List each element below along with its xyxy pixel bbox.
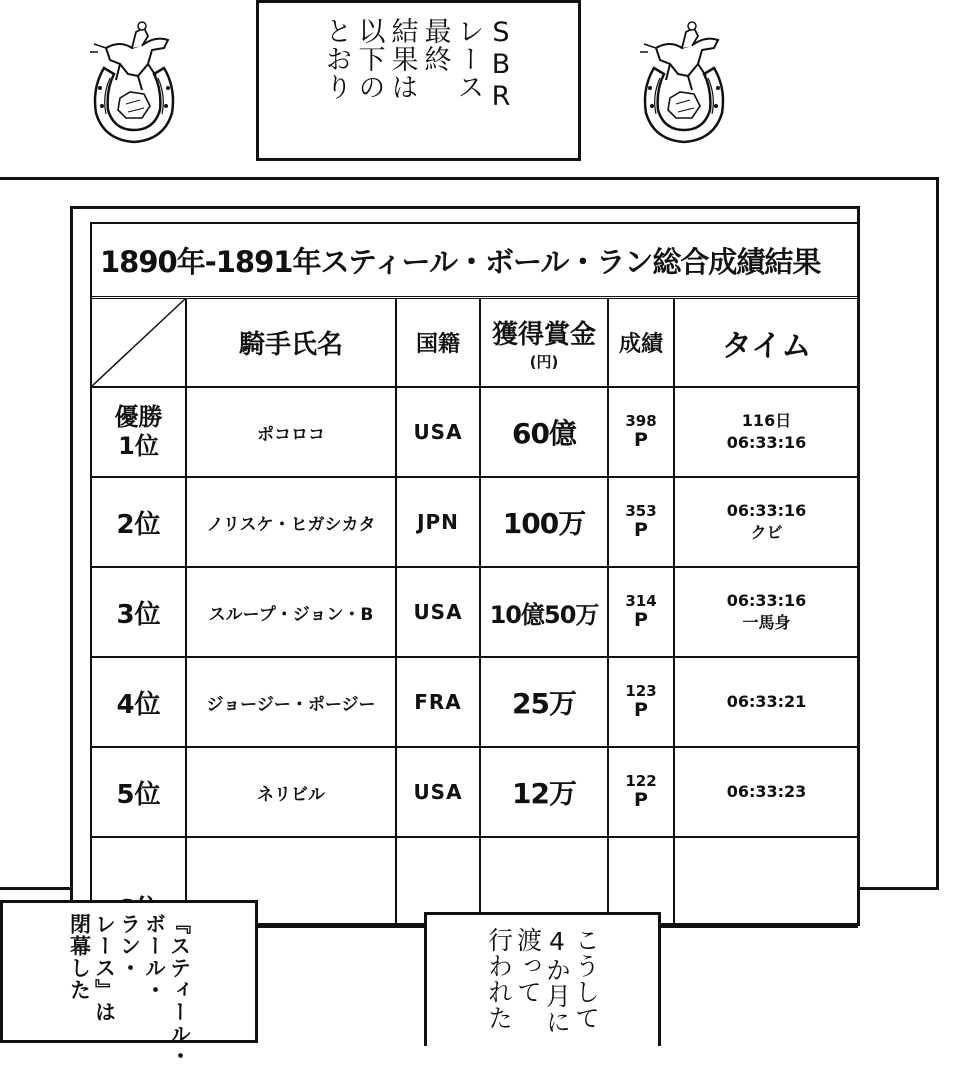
points-unit: P bbox=[634, 518, 648, 541]
caption-line: 『スティール・ bbox=[167, 913, 192, 1067]
table-row bbox=[92, 747, 858, 837]
rider-name: スループ・ジョン・B bbox=[186, 567, 396, 657]
points: 398 bbox=[625, 412, 657, 431]
rank-label: 1位 bbox=[118, 432, 159, 460]
time-cell bbox=[674, 657, 858, 747]
points-unit: P bbox=[634, 608, 648, 631]
points-unit: P bbox=[634, 788, 648, 811]
time-line-1: 06:33:23 bbox=[726, 782, 807, 802]
points: 123 bbox=[625, 682, 657, 701]
caption-line: 4か月に bbox=[542, 927, 572, 1035]
rider-name: ノリスケ・ヒガシカタ bbox=[186, 477, 396, 567]
time-cell bbox=[674, 837, 858, 927]
horseshoe-rider-emblem-icon bbox=[636, 18, 732, 146]
caption-line: レース bbox=[452, 17, 484, 101]
caption-line: とおり bbox=[320, 17, 352, 101]
header-prize-cell bbox=[480, 299, 608, 387]
score-cell bbox=[608, 657, 674, 747]
nationality: USA bbox=[396, 567, 480, 657]
table-row bbox=[92, 567, 858, 657]
results-board-inner bbox=[90, 222, 860, 923]
score-cell bbox=[608, 477, 674, 567]
time-line-2: 06:33:16 bbox=[726, 433, 807, 452]
rider-name: ポコロコ bbox=[186, 387, 396, 477]
time-line-2: クビ bbox=[750, 523, 783, 542]
caption-line: ボール・ bbox=[142, 913, 167, 1001]
nationality: USA bbox=[396, 387, 480, 477]
horseshoe-rider-emblem-icon bbox=[86, 18, 182, 146]
time-cell bbox=[674, 387, 858, 477]
rank-label: 4位 bbox=[92, 657, 186, 747]
table-row bbox=[92, 657, 858, 747]
table-row bbox=[92, 387, 858, 477]
table-row bbox=[92, 477, 858, 567]
points-unit: P bbox=[634, 428, 648, 451]
header-score: 成績 bbox=[608, 299, 674, 387]
points: 314 bbox=[625, 592, 657, 611]
rank-top-label: 優勝 bbox=[114, 403, 163, 432]
caption-line: 結果は bbox=[386, 17, 418, 101]
prize: 10億50万 bbox=[480, 567, 608, 657]
rider-name: ネリビル bbox=[186, 747, 396, 837]
caption-line: こうして bbox=[571, 927, 601, 1031]
rank-cell bbox=[92, 387, 186, 477]
caption-line: 渡って bbox=[513, 927, 543, 1005]
caption-line: 以下の bbox=[353, 17, 385, 101]
results-panel bbox=[0, 177, 939, 890]
time-line-1: 06:33:16 bbox=[726, 591, 807, 611]
results-board bbox=[70, 206, 860, 926]
score-cell bbox=[608, 747, 674, 837]
caption-line: SBR bbox=[485, 17, 517, 113]
points-unit: P bbox=[634, 698, 648, 721]
caption-line: 行われた bbox=[484, 927, 514, 1031]
rider-name: ジョージー・ポージー bbox=[186, 657, 396, 747]
caption-line: 閉幕した bbox=[67, 913, 92, 1001]
results-table bbox=[92, 299, 858, 928]
header-row bbox=[92, 299, 858, 387]
score-cell bbox=[608, 567, 674, 657]
time-cell bbox=[674, 747, 858, 837]
prize: 12万 bbox=[480, 747, 608, 837]
score-cell bbox=[608, 387, 674, 477]
prize: 60億 bbox=[480, 387, 608, 477]
time-line-2: 一馬身 bbox=[742, 613, 791, 632]
diagonal-corner-cell bbox=[92, 299, 186, 387]
top-caption-box bbox=[256, 0, 581, 161]
points: 122 bbox=[625, 772, 657, 791]
header-prize-unit: (円) bbox=[529, 352, 559, 371]
time-cell bbox=[674, 477, 858, 567]
time-cell bbox=[674, 567, 858, 657]
header-prize: 獲得賞金 bbox=[491, 319, 596, 350]
rank-label: 2位 bbox=[92, 477, 186, 567]
nationality: USA bbox=[396, 747, 480, 837]
header-name: 騎手氏名 bbox=[186, 299, 396, 387]
rank-label: 3位 bbox=[92, 567, 186, 657]
board-title: 1890年-1891年スティール・ボール・ラン総合成績結果 bbox=[92, 224, 858, 299]
points: 353 bbox=[625, 502, 657, 521]
nationality: FRA bbox=[396, 657, 480, 747]
prize: 25万 bbox=[480, 657, 608, 747]
caption-line: 最終 bbox=[419, 17, 451, 73]
caption-line: レース』は bbox=[92, 913, 117, 1023]
header-time: タイム bbox=[674, 299, 858, 387]
nationality: JPN bbox=[396, 477, 480, 567]
rank-label: 5位 bbox=[92, 747, 186, 837]
prize: 100万 bbox=[480, 477, 608, 567]
bottom-right-caption-box bbox=[424, 912, 661, 1046]
time-line-1: 06:33:16 bbox=[726, 501, 807, 521]
caption-line: ラン・ bbox=[117, 913, 142, 979]
bottom-left-caption-box bbox=[0, 900, 258, 1067]
time-line-1: 06:33:21 bbox=[726, 692, 807, 712]
time-line-1: 116日 bbox=[741, 411, 792, 431]
header-nationality: 国籍 bbox=[396, 299, 480, 387]
